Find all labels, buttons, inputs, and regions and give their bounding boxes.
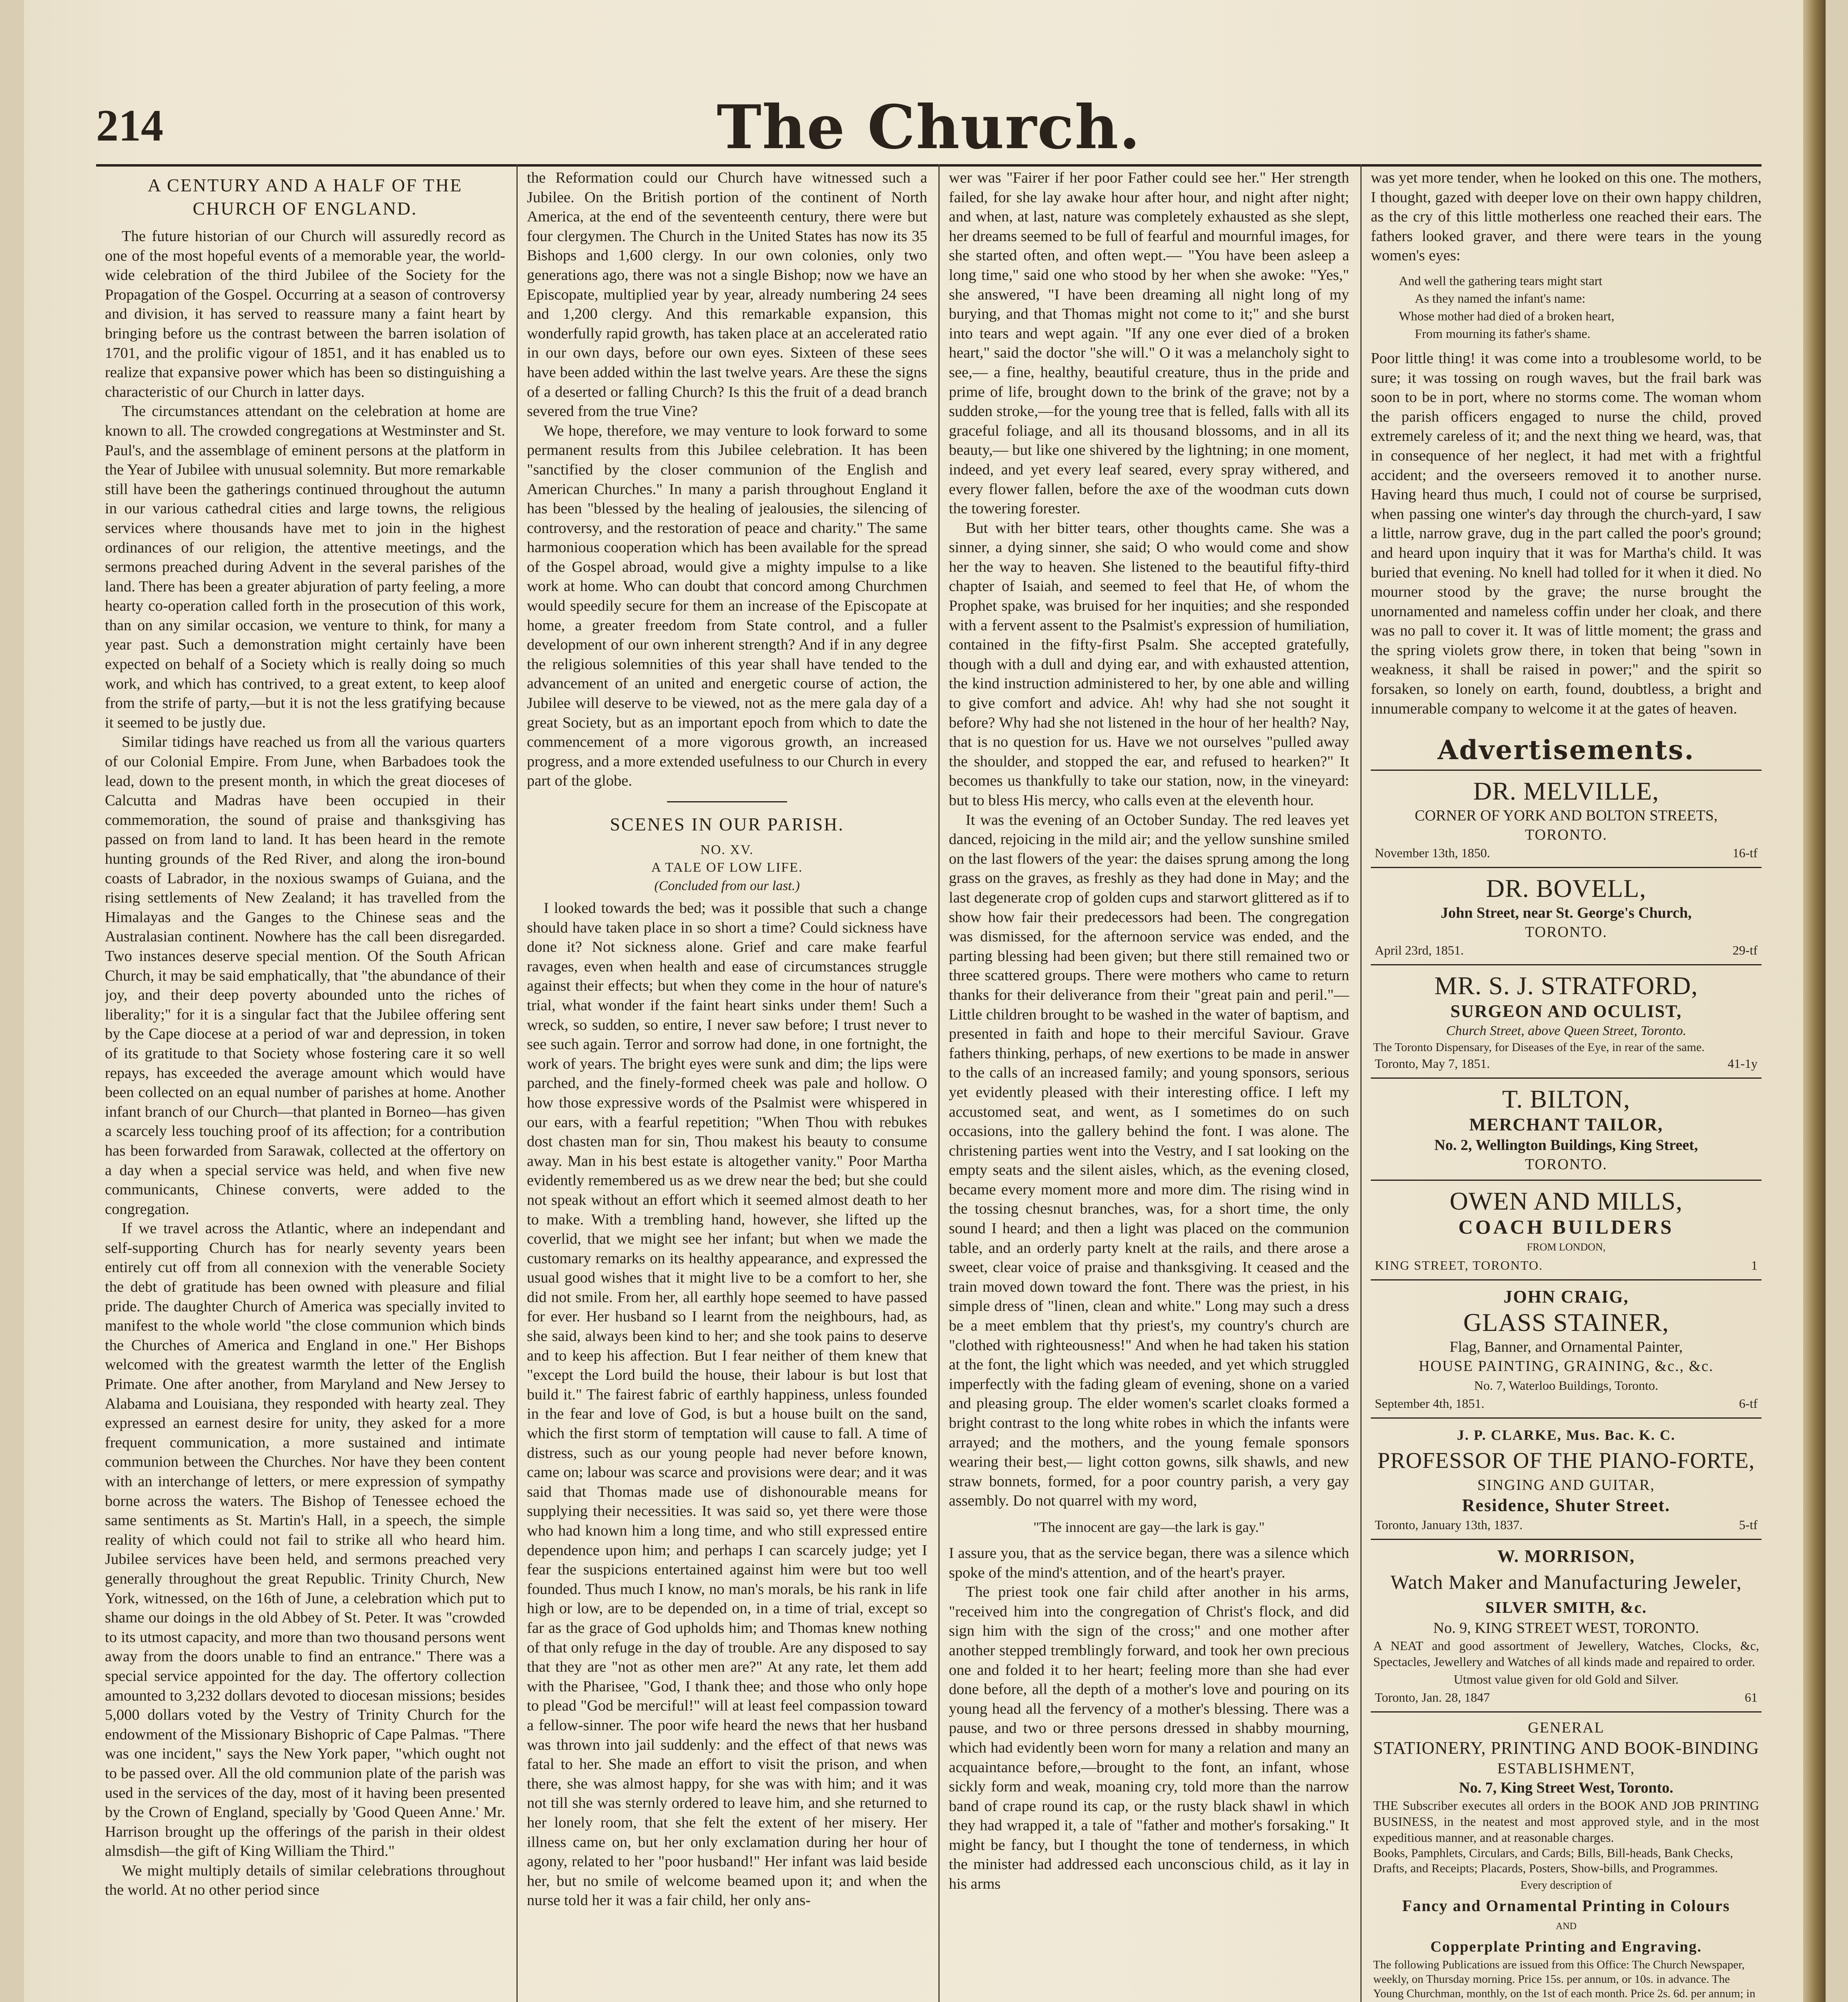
ad-publications: The following Publications are issued from this Office: The Church Newspaper, weekly, on Thursday morning. Price 15s. per annum, or 10s. in advance. The Young Churchman, monthly, on the 1st of each month. Price 2s. 6d. per annum; in [1373, 1958, 1756, 2000]
ad-ref: 41-1y [1727, 1056, 1758, 1071]
ad-date: November 13th, 1850. [1375, 846, 1490, 860]
ad-address: Residence, Shuter Street. [1462, 1495, 1671, 1516]
page-header [96, 92, 1762, 172]
ad-stratford [1371, 964, 1762, 1077]
ad-date: Toronto, January 13th, 1837. [1375, 1518, 1523, 1532]
ad-ref: 61 [1745, 1690, 1758, 1705]
ad-ref: 5-tf [1739, 1518, 1758, 1532]
story-note: (Concluded from our last.) [654, 878, 800, 893]
ad-ref: 29-tf [1732, 943, 1758, 958]
ad-melville [1371, 770, 1762, 867]
ad-name: DR. MELVILLE, [1473, 777, 1659, 806]
story-paragraph: I assure you, that as the service began, there was a silence which spoke of the mind's attention, and of the heart's prayer. [949, 1544, 1349, 1581]
ad-text: A NEAT and good assortment of Jewellery, Watches, Clocks, &c, Spectacles, Jewellery and Watches of all kinds made and repaired to order. [1373, 1638, 1759, 1669]
ad-bilton [1371, 1077, 1762, 1180]
ad-address: No. 7, King Street West, Toronto. [1459, 1779, 1673, 1797]
ad-general: GENERAL [1528, 1719, 1605, 1737]
ad-morrison [1371, 1539, 1762, 1711]
page-number: 214 [96, 101, 163, 151]
article-paragraph: The circumstances attendant on the celebration at home are known to all. The crowded congregations at Westminster and St. Paul's, and the assemblage of eminent persons at the platform in the Year of Jubilee with unusual solemnity. But more remarkable still have been the gatherings continued throughout the autumn in our various cathedral cities and large towns, the religious services where thousands have met to join in the highest ordinances of our religion, the attentive meetings, and the sermons preached during Advent in the several parishes of the land. There has been a greater abjuration of party feeling, a more hearty co-operation called forth in the prosecution of this work, than on any similar occasion, we venture to think, for many a year past. Such a demonstration might certainly have been expected on behalf of a Society which is really doing so much work, and which has contrived, to a great extent, to keep aloof from the strife of party,—but it is not the less gratifying because it seemed to be justly due. [105, 403, 505, 731]
article-paragraph: The future historian of our Church will assuredly record as one of the most hopeful events of a memorable year, the world-wide celebration of the third Jubilee of the Society for the Propagation of the Gospel. Occurring at a season of controversy and division, it has served to reassure many a faint heart by bringing before us the contrast between the barren isolation of 1701, and the prolific vigour of 1851, and it has enabled us to realize that expansive power which has been so distinguishing a characteristic of our Church in latter days. [105, 228, 505, 400]
ad-city: TORONTO. [1525, 1156, 1607, 1173]
article-title: A CENTURY AND A HALF OF THE CHURCH OF ENGLAND. [147, 175, 463, 219]
ad-name: DR. BOVELL, [1486, 874, 1647, 903]
ad-address: CORNER OF YORK AND BOLTON STREETS, [1414, 807, 1718, 824]
column-divider [1360, 164, 1362, 2002]
ad-date-row [1371, 1395, 1762, 1412]
ad-address: No. 7, Waterloo Buildings, Toronto. [1474, 1378, 1658, 1393]
ad-date: September 4th, 1851. [1375, 1396, 1484, 1411]
column-1 [105, 168, 505, 2002]
ad-text: THE Subscriber executes all orders in the BOOK AND JOB PRINTING BUSINESS, in the neatest and most approved style, and in the most expeditious manner, and at reasonable charges. [1373, 1798, 1759, 1845]
ad-printing [1371, 1711, 1762, 2002]
ad-bovell [1371, 867, 1762, 964]
ad-line: SILVER SMITH, &c. [1485, 1598, 1647, 1617]
story-number: NO. XV. [700, 842, 754, 857]
ad-name: W. MORRISON, [1497, 1546, 1635, 1566]
ad-date-row [1371, 1055, 1762, 1072]
ad-date: April 23rd, 1851. [1375, 943, 1464, 958]
ad-clarke [1371, 1417, 1762, 1539]
story-quote: "The innocent are gay—the lark is gay." [1033, 1519, 1265, 1535]
ad-name: JOHN CRAIG, [1503, 1287, 1629, 1307]
column-3 [949, 168, 1349, 2002]
story-paragraph: It was the evening of an October Sunday. The red leaves yet danced, rejoicing in the mild air; and the yellow sunshine smiled on the last flowers of the year: the daises sprung among the long grass on the graves, as freshly as they had done in May; and the last degenerate crop of golden cups and starwort glittered as if to show how fair their predecessors had been. The congregation was dismissed, for the afternoon service was ended, and the parting blessing had been given; but there still remained two or three scattered groups. There were mothers who came to return thanks for their deliverance from their "great pain and peril."— Little children brought to be washed in the water of baptism, and presented in faith and hope to their merciful Saviour. Grave fathers thinking, perhaps, of new exertions to be made in answer to the calls of an increased family; and young sponsors, serious yet evidently pleased with their interesting office. I left my accustomed seat, and went, as I sometimes do on such occasions, into the gallery behind the font. I was alone. The christening parties went into the Vestry, and I sat looking on the empty seats and the silent aisles, which, as the evening closed, became every moment more and more dim. The rising wind in the tossing chesnut branches, was, for a short time, the only sound I heard; and then a light was placed on the communion table, and an orderly party knelt at the rails, and there arose a sweet, clear voice of praise and thanksgiving. It ceased and the train moved down toward the font. There was the priest, in his simple dress of "linen, clean and white." Long may such a dress be a meet emblem that thy priest's, my country's church are "clothed with righteousness!" And when he had taken his station at the font, the light which was needed, and yet which struggled imperfectly with the fading gleam of evening, shone on a varied and pleasing group. The elder women's scarlet cloaks formed a bright contrast to the long white robes in which the infants were arrayed; and the mothers, and the young female sponsors wearing their best,— light cotton gowns, silk shawls, and new straw bonnets, formed, for a poor country parish, a very gay assembly. Do not quarrel with my word, [949, 811, 1349, 1510]
column-4 [1371, 168, 1762, 2002]
ad-fancy: Fancy and Ornamental Printing in Colours [1402, 1897, 1730, 1915]
article-paragraph: Similar tidings have reached us from all the various quarters of our Colonial Empire. From June, when Barbadoes took the lead, down to the present month, in which the great dioceses of Calcutta and Madras have been occupied in their commemoration, the sound of praise and thanksgiving has passed on from land to land. It has been heard in the remote hunting grounds of the Red River, and along the iron-bound coasts of Labrador, in the noxious swamps of Guiana, and the rising settlements of New Zealand; it has travelled from the Himalayas and the Ganges to the Chinese seas and the Australasian continent. Nowhere has the call been disregarded. Two instances deserve special mention. Of the South African Church, it may be said emphatically, that "the abundance of their joy, and their deep poverty abounded unto the riches of liberality;" for it is a singular fact that the Jubilee offering sent by the Cape diocese at a period of war and depression, in token of its gratitude to that Society whose fostering care it so well repays, has exceeded the average amount which would have been collected on an equal number of parishes at home. Another infant branch of our Church—that planted in Borneo—has given a scarcely less touching proof of its affection; for a contribution has been forwarded from Sarawak, collected at the offertory on a day when a special service was held, and when five new communicants, Chinese converts, were added to the congregation. [105, 734, 505, 1218]
story-title: SCENES IN OUR PARISH. [610, 814, 844, 834]
article-paragraph: the Reformation could our Church have witnessed such a Jubilee. On the British portion of the continent of North America, at the end of the seventeenth century, there were but four clergymen. The Church in the United States has now its 35 Bishops and 1,600 clergy. In our own colonies, only two generations ago, there was not a single Bishop; now we have an Episcopate, multiplied year by year, already numbering 24 sees and 1,200 clergy. And this remarkable expansion, this wonderfully rapid growth, has taken place at an accelerated ratio in our own days, before our own eyes. Sixteen of these sees have been added within the last twelve years. Are these the signs of a deserted or falling Church? Is this the fruit of a dead branch severed from the true Vine? [527, 169, 927, 420]
ad-ref: 16-tf [1732, 846, 1758, 860]
ad-title: COACH BUILDERS [1458, 1216, 1674, 1238]
ad-date: Toronto, Jan. 28, 1847 [1375, 1690, 1490, 1705]
story-paragraph: But with her bitter tears, other thoughts came. She was a sinner, a dying sinner, she said; O who would come and show her the way to heaven. She listened to the beautiful fifty-third chapter of Isaiah, and seemed to feel that He, of whom the Prophet spake, was bruised for her inquities; and she responded with a fervent assent to the Psalmist's expression of humiliation, contained in the fifty-first Psalm. She accepted gratefully, though with a dull and dying ear, and with exhausted attention, the kind instruction administered to her, by one able and willing to give comfort and advice. Ah! why had she not sought it before? Why had she not listened in the hour of her health? Nay, that is no question for us. Have we not ourselves "pulled away the shoulder, and stopped the ear, and refused to hearken?" It becomes us thankfully to take our station, now, in the vineyard: but to bless His mercy, who calls even at the eleventh hour. [949, 519, 1349, 809]
ad-address: KING STREET, TORONTO. [1375, 1258, 1543, 1273]
ad-craig [1371, 1279, 1762, 1417]
article-paragraph: We hope, therefore, we may venture to look forward to some permanent results from this Jubilee celebration. It has been "sanctified by the closer communion of the English and American Churches." In many a parish throughout England it has been "blessed by the healing of jealousies, the silencing of controversy, and the restoration of peace and charity." The same harmonious cooperation which has been available for the spread of the Gospel abroad, would give a mighty impulse to a like work at home. Who can doubt that concord among Churchmen would speedily secure for them an increase of the Episcopate at home, a greater freedom from State control, and a fuller development of our own inherent strength? And if in any degree the religious solemnities of this year shall have tended to the advancement of an united and energetic course of action, the Jubilee will deserve to be viewed, not as the mere gala day of a great Society, but as an important epoch from which to date the commencement of a more vigorous growth, an increased progress, and a more extended usefulness to our Church in every part of the globe. [527, 422, 927, 790]
ad-copperplate: Copperplate Printing and Engraving. [1430, 1938, 1702, 1956]
article-paragraph: We might multiply details of similar celebrations throughout the world. At no other period since [105, 1862, 505, 1899]
story-paragraph: I looked towards the bed; was it possible that such a change should have taken place in so short a time? Could sickness have done it? Not sickness alone. Grief and care make fearful ravages, even when health and ease of circumstances struggle against their effects; but when they come in the hour of nature's trial, what wonder if the faint heart sinks under them! Such a wreck, so sudden, so entire, I never saw before; I trust never to see such again. Terror and sorrow had done, in one fortnight, the work of years. The bright eyes were sunk and dim; the lips were parched, and the finely-formed cheek was pale and hollow. O how those expressive words of the Psalmist were whispered in our ears, with a fearful repetition; "When Thou with rebukes dost chasten man for sin, Thou makest his beauty to consume away. Man in his best estate is altogether vanity." Poor Martha evidently remembered us as we drew near the bed; but she could not speak without an effort which it seemed almost death to her to make. With a trembling hand, however, she lifted up the coverlid, that we might see her infant; but when we made the customary remarks on its healthy appearance, and expressed the usual good wishes that it might live to be a comfort to her, she did not smile. From her, all earthly hope seemed to have passed for ever. Her husband so I learnt from the neighbours, had, as she said, always been kind to her; and she took pains to deserve and to keep his affection. But I fear neither of them knew that "except the Lord build the house, their labour is but lost that build it." The fairest fabric of earthly happiness, unless founded in the fear and love of God, is but a house built on the sand, which the first storm of temptation will cause to fall. A time of distress, such as our young people had never before known, came on; labour was scarce and provisions were dear; and it was said that Thomas made use of dishonourable means for supplying their necessities. It was said so, yet there were those who had known him a long time, and who still expressed entire dependence upon him; and perhaps I can scarcely judge; yet I fear the suspicions entertained against him were but too well founded. Thus much I know, no man's morals, be his rank in life high or low, are to be depended on, in a time of trial, except so far as the grace of God upholds him; and Thomas knew nothing of that only refuge in the day of trouble. Are any disposed to say that they are "not as other men are?" At any rate, let them add with the Pharisee, "God, I thank thee; and those who only hope to plead "God be merciful!" will at least feel compassion toward a fellow-sinner. The poor wife heard the news that her husband was thrown into jail suddenly: and the effect of that news was fatal to her. She made an effort to visit the prison, and when there, she was almost happy, for she was with him; and it was not till she was sternly ordered to leave him, and she returned to her lonely room, that she felt the extent of her misery. Her illness came on, but her only exclamation during her hour of agony, related to her "poor husband!" Her infant was laid beside her, but no smile of welcome beamed upon it; and when the nurse told her it was a fair child, her only ans- [527, 900, 927, 1909]
ad-address: John Street, near St. George's Church, [1440, 905, 1692, 922]
ad-title: GLASS STAINER, [1463, 1308, 1669, 1337]
poem-line: And well the gathering tears might start [1399, 273, 1603, 288]
ad-from: FROM LONDON, [1527, 1241, 1606, 1253]
ad-date-row [1371, 942, 1762, 959]
ad-and: AND [1556, 1921, 1577, 1932]
ad-address: Church Street, above Queen Street, Toronto. [1446, 1023, 1686, 1039]
section-divider [667, 801, 787, 802]
column-divider [938, 164, 940, 2002]
ad-line: HOUSE PAINTING, GRAINING, &c., &c. [1418, 1358, 1714, 1375]
ad-line: Flag, Banner, and Ornamental Painter, [1449, 1339, 1683, 1356]
story-paragraph: Poor little thing! it was come into a troublesome world, to be sure; it was tossing on rough waves, but the frail bark was soon to be in port, where no storms come. The woman whom the parish officers engaged to nurse the child, proved extremely careless of it; and the next thing we heard, was, that in consequence of her neglect, it had met with a frightful accident; and the overseers removed it to another nurse. Having heard thus much, I could not of course be surprised, when passing one winter's day through the church-yard, I saw a little, narrow grave, dug in the part called the poor's ground; and heard upon inquiry that it was for Martha's child. It was buried that evening. No knell had tolled for it when it died. No mourner stood by the grave; the nurse brought the unornamented and nameless coffin under her cloak, and there was no pall to cover it. It was of little moment; the grass and the spring violets grow there, in token that being "sown in weakness, it shall be raised in power;" and the spirit so forsaken, so lonely on earth, found, doubtless, a bright and innumerable company to welcome it at the gates of heaven. [1371, 350, 1762, 717]
header-rule [96, 164, 1762, 167]
ad-title: PROFESSOR OF THE PIANO-FORTE, [1377, 1448, 1755, 1473]
ad-every: Every description of [1520, 1879, 1612, 1892]
ad-city: TORONTO. [1525, 826, 1607, 844]
story-paragraph: The priest took one fair child after another in his arms, "received him into the congregation of Christ's flock, and did sign him with the sign of the cross;" and one mother after another stepped tremblingly forward, and took her own precious one and folded it to her heart; feeling more than she had ever done before, all the depth of a mother's love and pouring on its young head all the fervency of a mother's blessing. There was a pause, and two or three persons dressed in shabby mourning, which had evidently been worn for many a relation and many an acquaintance before,—brought to the font, an infant, whose sickly form and weak, moaning cry, told more than the narrow band of crape round its cap, or the rusty black shawl in which they had wrapped it, a tale of "father and mother's forsaking." It might be fancy, but I thought the tone of tenderness, in which the minister had addressed each unconscious child, as it lay in his arms [949, 1584, 1349, 1893]
ad-address: No. 9, KING STREET WEST, TORONTO. [1433, 1620, 1699, 1637]
advertisements-heading: Advertisements. [1437, 734, 1695, 766]
ad-date-row [1371, 1516, 1762, 1533]
story-subtitle: A TALE OF LOW LIFE. [651, 860, 803, 875]
poem-line: As they named the infant's name: [1415, 291, 1586, 306]
ad-date: Toronto, May 7, 1851. [1375, 1056, 1490, 1071]
ad-note: Utmost value given for old Gold and Silver. [1454, 1672, 1679, 1687]
ad-title: STATIONERY, PRINTING AND BOOK-BINDING [1373, 1738, 1759, 1758]
ad-name: MR. S. J. STRATFORD, [1434, 971, 1698, 1000]
ad-date-row [1371, 1689, 1762, 1706]
ad-city: TORONTO. [1525, 924, 1607, 941]
story-paragraph: wer was "Fairer if her poor Father could see her." Her strength failed, for she lay awake hour after hour, and night after night; and when, at last, nature was completely exhausted as she slept, her dreams seemed to be full of fearful and mournful images, for she started often, and often wept.— "You have been asleep a long time," said one who stood by her when she awoke: "Yes," she answered, "I have been dreaming all night long of my burying, and that Thomas might not come to it;" and she burst into tears and wept again. "If any one ever died of a broken heart," said the doctor "she will." O it was a melancholy sight to see,— a fine, healthy, beautiful creature, thus in the pride and prime of life, brought down to the brink of the grave; not by a sudden stroke,—for the young tree that is felled, falls with all its graceful foliage, and all its thousand blossoms, and in all its beauty,— but like one shivered by the lightning; in one moment, indeed, and yet every leaf seared, every spray withered, and every flower fallen, before the axe of the woodman cuts down the towering forester. [949, 169, 1349, 517]
poem-line: From mourning its father's shame. [1415, 326, 1591, 341]
ad-name: T. BILTON, [1502, 1085, 1630, 1114]
ad-title: SURGEON AND OCULIST, [1450, 1001, 1682, 1021]
masthead-title: The Church. [717, 92, 1141, 163]
ad-name: J. P. CLARKE, Mus. Bac. K. C. [1457, 1427, 1675, 1443]
ad-address-row [1371, 1257, 1762, 1274]
story-poem [1399, 272, 1762, 342]
ad-line: SINGING AND GUITAR, [1477, 1477, 1655, 1494]
column-2 [527, 168, 927, 2002]
ad-ref: 1 [1751, 1258, 1758, 1273]
ad-text: The Toronto Dispensary, for Diseases of the Eye, in rear of the same. [1373, 1041, 1705, 1054]
ad-name: OWEN AND MILLS, [1449, 1187, 1683, 1216]
article-paragraph: If we travel across the Atlantic, where an independant and self-supporting Church has for nearly seventy years been entirely cut off from all connexion with the venerable Society the debt of gratitude has been owned with pleasure and filial pride. The daughter Church of America was specially invited to manifest to the whole world "the close communion which binds the Churches of America and England in one." Her Bishops welcomed with the greatest warmth the letter of the English Primate. One after another, from Maryland and New Jersey to Alabama and Louisiana, they responded with hearty zeal. They expressed an earnest desire for unity, they asked for a more frequent communication, a more sustained and intimate communion between the Churches. Nor have they been content with an interchange of letters, or mere expression of sympathy borne across the waters. The Bishop of Tenessee echoed the same sentiments as St. Martin's Hall, in a speech, the simple reality of which could not fail to strike all who heard him. Jubilee services have been held, and sermons preached very generally throughout the great Republic. Trinity Church, New York, witnessed, on the 16th of June, a celebration which put to shame our doings in the old Abbey of St. Peter. It was "crowded to its utmost capacity, and more than two thousand persons went away from the doors unable to find an entrance." There was a special service appointed for the day. The offertory collection amounted to 3,232 dollars devoted to diocesan missions; besides 5,000 dollars voted by the Vestry of Trinity Church for the endowment of the Missionary Bishopric of Cape Palmas. "There was one incident," says the New York paper, "which ought not to be passed over. All the old communion plate of the parish was used in the services of the day, most of it having been presented by the Crown of England, specially by 'Good Queen Anne.' Mr. Harrison brought up the offerings of the parish in their oldest almsdish—the gift of King William the Third." [105, 1220, 505, 1860]
ad-title: MERCHANT TAILOR, [1469, 1115, 1663, 1135]
ad-subtitle: ESTABLISHMENT, [1497, 1760, 1635, 1777]
ad-date-row [1371, 844, 1762, 861]
column-divider [516, 164, 518, 2002]
story-paragraph: was yet more tender, when he looked on this one. The mothers, I thought, gazed with deeper love on their own happy children, as the cry of this little motherless one reached their ears. The fathers looked graver, and there were tears in the young women's eyes: [1371, 169, 1762, 264]
binding-spine [1803, 0, 1826, 2002]
poem-line: Whose mother had died of a broken heart, [1399, 308, 1615, 323]
ad-ref: 6-tf [1739, 1396, 1758, 1411]
ad-title: Watch Maker and Manufacturing Jeweler, [1390, 1571, 1742, 1594]
ad-owen-mills [1371, 1180, 1762, 1279]
ad-address: No. 2, Wellington Buildings, King Street, [1434, 1137, 1698, 1154]
ad-items: Books, Pamphlets, Circulars, and Cards; Bills, Bill-heads, Bank Checks, Drafts, and Receipts; Placards, Posters, Show-bills, and Programmes. [1373, 1846, 1733, 1875]
